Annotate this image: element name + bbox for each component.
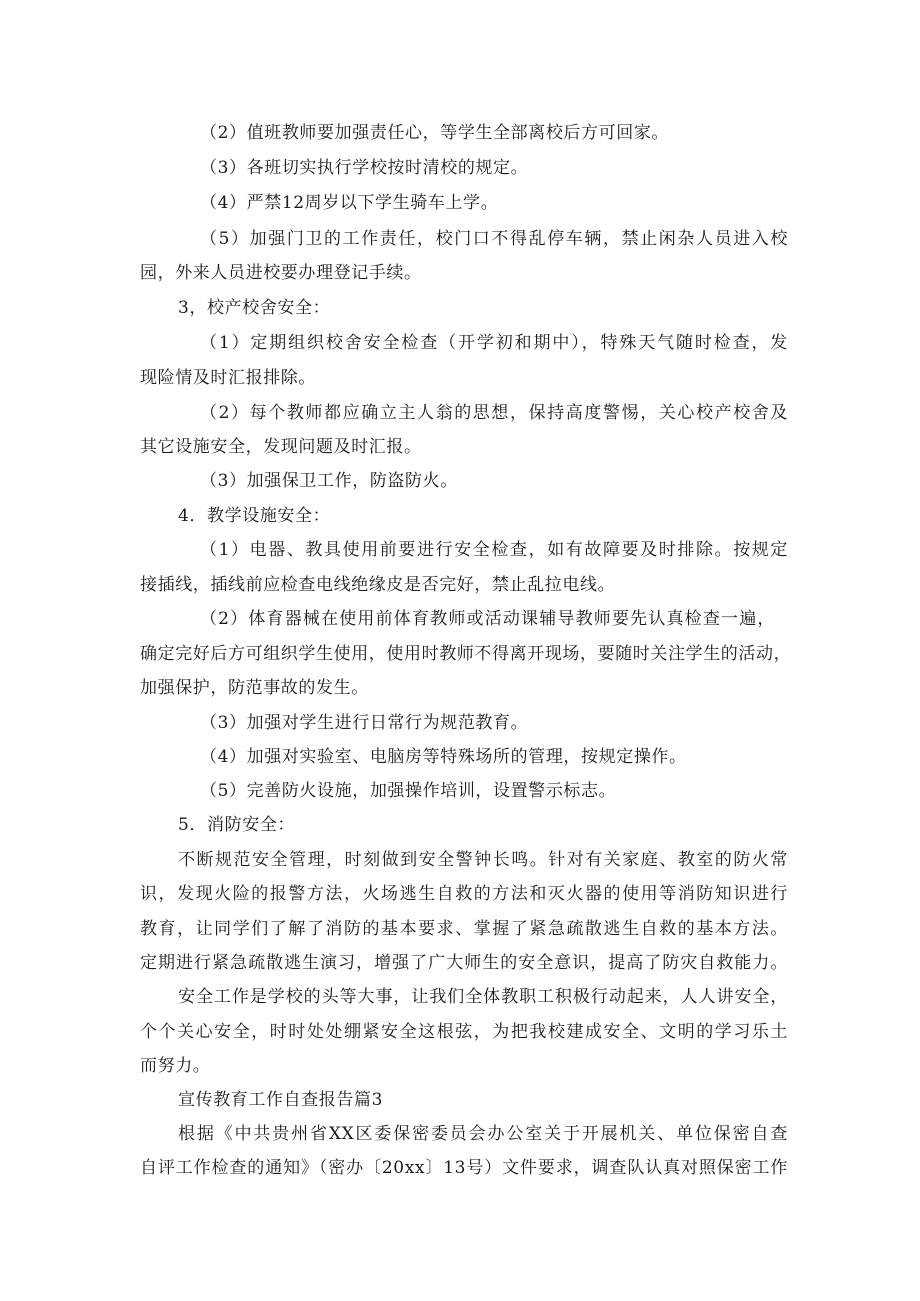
text-line: 而努力。 [140, 1056, 211, 1076]
text-line: 自评工作检查的通知》（密办〔20xx〕13号）文件要求，调查队认真对照保密工作 [140, 1158, 788, 1178]
section-heading: 3，校产校舍安全： [178, 298, 331, 318]
text-line: 定期进行紧急疏散逃生演习，增强了广大师生的安全意识，提高了防灾自救能力。 [140, 953, 788, 973]
text-line: （1）定期组织校舍安全检查（开学初和期中），特殊天气随时检查，发 [200, 333, 788, 353]
text-line: （4）严禁12周岁以下学生骑车上学。 [200, 193, 499, 213]
text-line: 教育，让同学们了解了消防的基本要求、掌握了紧急疏散逃生自救的基本方法。 [140, 919, 788, 939]
text-line: 园，外来人员进校要办理登记手续。 [140, 263, 422, 283]
text-line: （5）加强门卫的工作责任，校门口不得乱停车辆，禁止闲杂人员进入校 [200, 229, 788, 249]
text-line: 加强保护，防范事故的发生。 [140, 678, 369, 698]
text-line: （2）每个教师都应确立主人翁的思想，保持高度警惕，关心校产校舍及 [200, 403, 788, 423]
section-heading: 5．消防安全： [178, 815, 296, 835]
text-line: 个个关心安全，时时处处绷紧安全这根弦，为把我校建成安全、文明的学习乐土 [140, 1022, 788, 1042]
text-line: 接插线，插线前应检查电线绝缘皮是否完好，禁止乱拉电线。 [140, 575, 616, 595]
text-line: （1）电器、教具使用前要进行安全检查，如有故障要及时排除。按规定 [200, 540, 788, 560]
text-line: （3）加强保卫工作，防盗防火。 [200, 471, 458, 491]
text-line: 根据《中共贵州省XX区委保密委员会办公室关于开展机关、单位保密自查 [178, 1124, 788, 1144]
text-line: 现险情及时汇报排除。 [140, 368, 316, 388]
section-title: 宣传教育工作自查报告篇3 [178, 1090, 384, 1110]
section-heading: 4．教学设施安全： [178, 506, 331, 526]
text-line: （3）加强对学生进行日常行为规范教育。 [200, 713, 529, 733]
text-line: 识，发现火险的报警方法，火场逃生自救的方法和灭火器的使用等消防知识进行 [140, 884, 788, 904]
text-line: （5）完善防火设施，加强操作培训，设置警示标志。 [200, 781, 617, 801]
text-line: （4）加强对实验室、电脑房等特殊场所的管理，按规定操作。 [200, 747, 687, 767]
text-line: 不断规范安全管理，时刻做到安全警钟长鸣。针对有关家庭、教室的防火常 [178, 850, 788, 870]
text-line: （2）值班教师要加强责任心，等学生全部离校后方可回家。 [200, 123, 670, 143]
text-line: 其它设施安全，发现问题及时汇报。 [140, 437, 422, 457]
text-line: 安全工作是学校的头等大事，让我们全体教职工积极行动起来，人人讲安全， [178, 987, 788, 1007]
text-line: 确定完好后方可组织学生使用，使用时教师不得离开现场，要随时关注学生的活动， [140, 644, 792, 664]
text-line: （3）各班切实执行学校按时清校的规定。 [200, 158, 529, 178]
text-line: （2）体育器械在使用前体育教师或活动课辅导教师要先认真检查一遍， [200, 609, 775, 629]
